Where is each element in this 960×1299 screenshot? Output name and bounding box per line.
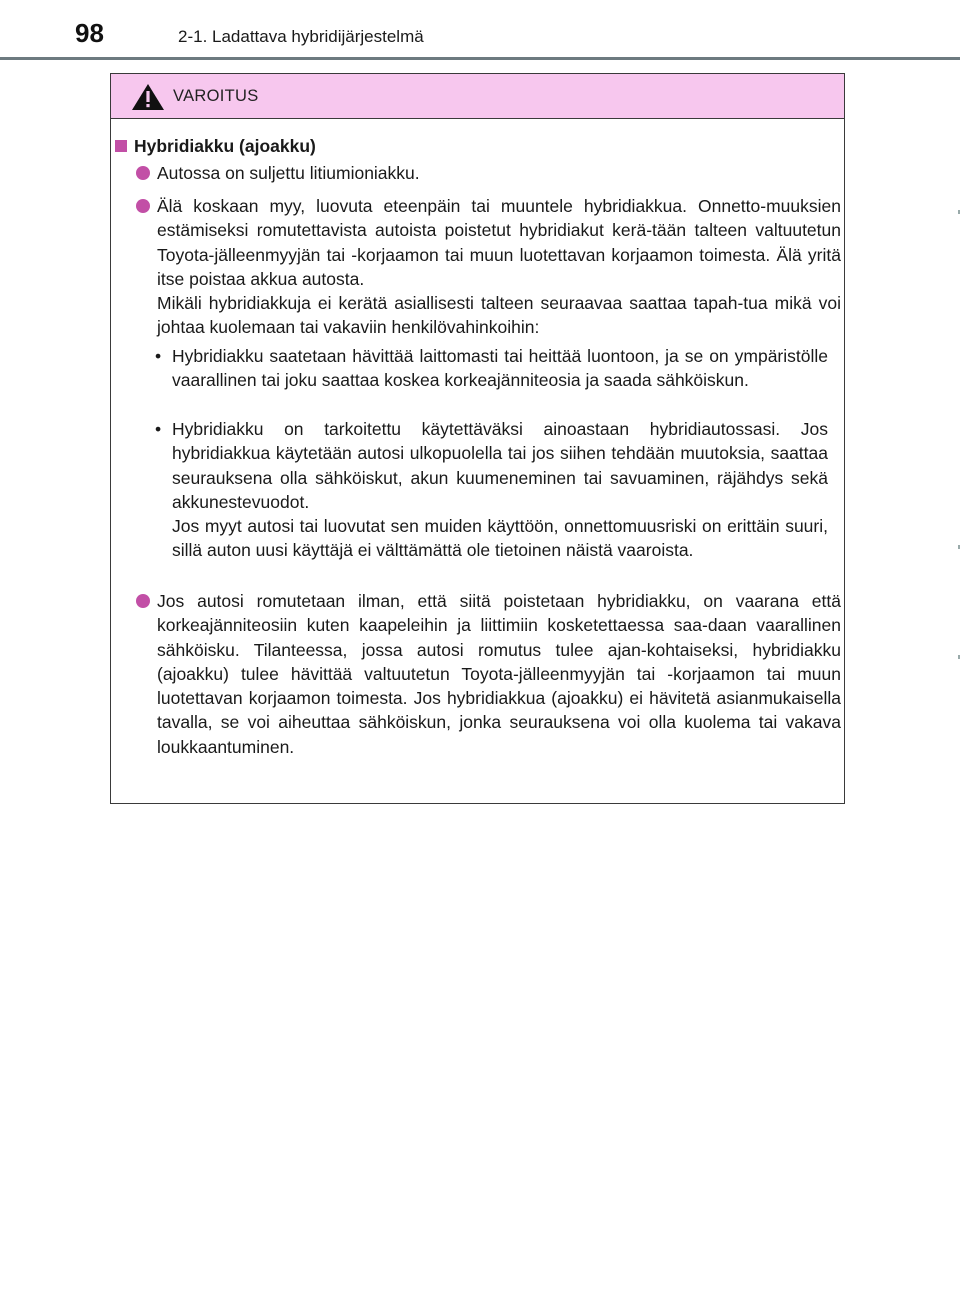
item-text: Autossa on suljettu litiumioniakku. xyxy=(157,163,420,183)
warning-box xyxy=(110,73,845,804)
header-rule xyxy=(0,57,960,60)
warning-header xyxy=(111,74,844,119)
square-bullet-icon xyxy=(115,140,127,152)
list-item xyxy=(157,194,841,340)
sub-item-text-continued: Jos myyt autosi tai luovutat sen muiden käyttöön, onnettomuusriski on erittäin suuri, sillä auton uusi käyttäjä ei välttämättä ole tietoinen näistä vaaroista. xyxy=(172,516,828,561)
item-text: Älä koskaan myy, luovuta eteenpäin tai muuntele hybridiakkua. Onnetto-muuksien estämiseksi romutettavista autoista poistetut hybridiakut kerä-tään talteen valtuutetun Toyota-jälleenmyyjän tai -korjaamon tai muun luotettavan korjaamon toimesta. Älä yritä itse poistaa akkua autosta. xyxy=(157,196,841,289)
list-item xyxy=(157,161,841,185)
item-text: Jos autosi romutetaan ilman, että siitä poistetaan hybridiakku, on vaarana että korkeajänniteosiin kuten kaapeleihin ja liittimiin kosketettaessa saa-daan vaarallinen sähköisku. Tilanteessa, jossa autosi romutus tulee ajan-kohtaiseksi, hybridiakku (ajoakku) tulee hävittää valtuutetun Toyota-jälleenmyyjän tai -korjaamon tai muun luotettavan korjaamon toimesta. Jos hybridiakkua (ajoakku) ei hävitetä asianmukaisella tavalla, se voi aiheuttaa sähköiskun, jonka seurauksena voi olla kuolema tai vakava loukkaantuminen. xyxy=(157,591,841,757)
page-number: 98 xyxy=(75,18,104,48)
subheading-text: Hybridiakku (ajoakku) xyxy=(134,136,316,156)
warning-label: VAROITUS xyxy=(173,87,259,105)
section-title: 2-1. Ladattava hybridijärjestelmä xyxy=(178,27,424,46)
bullet-dot-icon xyxy=(136,594,150,608)
item-text-continued: Mikäli hybridiakkuja ei kerätä asiallisesti talteen seuraavaa saattaa tapah-tua mikä voi johtaa kuolemaan tai vakaviin henkilövahinkoihin: xyxy=(157,293,841,338)
warning-triangle-icon xyxy=(131,83,165,111)
sub-bullet: • xyxy=(155,346,162,366)
warning-subheading xyxy=(115,134,316,158)
sub-list-item xyxy=(155,344,828,393)
sub-list-item xyxy=(155,417,828,563)
list-item xyxy=(157,589,841,759)
sub-item-text: Hybridiakku saatetaan hävittää laittomasti tai heittää luontoon, ja se on ympäristölle vaarallinen tai joku saattaa koskea korkeajänniteosia ja saada sähköiskun. xyxy=(172,346,828,391)
sub-bullet: • xyxy=(155,419,162,439)
bullet-dot-icon xyxy=(136,166,150,180)
sub-item-text: Hybridiakku on tarkoitettu käytettäväksi ainoastaan hybridiautossasi. Jos hybridiakkua käytetään autosi ulkopuolella tai jos siihen tehdään muutoksia, saattaa seurauksena olla sähköiskut, akun kuumeneminen tai savuaminen, räjähdys sekä akkunestevuodot. xyxy=(172,419,828,512)
bullet-dot-icon xyxy=(136,199,150,213)
